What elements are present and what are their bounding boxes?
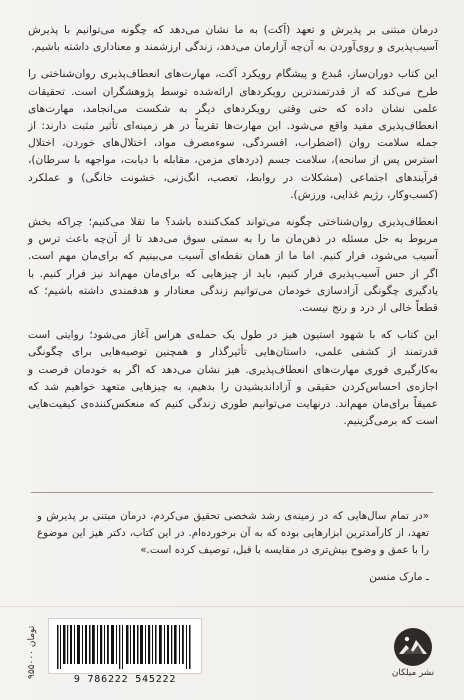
description-block — [28, 22, 438, 440]
mountain-logo-icon — [393, 627, 433, 667]
quote-text: «در تمام سال‌هایی که در زمینه‌ی رشد شخصی تحقیق می‌کردم، درمان مبتنی بر پذیرش و تعهد، از کارآمدترین ابزارهایی بوده که به آن برخورده‌ام. در این کتاب، دکتر هیز این موضوع را با عمق و وضوح بیش‌تری در مقایسه با قبل، توصیف کرده است.» — [37, 510, 429, 556]
publisher-name: نشر میلکان — [391, 668, 435, 678]
description-paragraph-1: درمان مبتنی بر پذیرش و تعهد (اَکت) به ما نشان می‌دهد که چگونه می‌توانیم با پذیرش آسیب‌پذیری و روی‌آوردن به آن‌چه آزارمان می‌دهد، زندگی ارزشمند و معناداری داشته باشیم. — [28, 24, 438, 54]
quote-divider — [31, 492, 433, 493]
description-paragraph-2: این کتاب دوران‌ساز، مُبدع و پیشگام رویکرد اَکت، مهارت‌های انعطاف‌پذیری روان‌شناختی را طرح می‌کند که از قدرتمندترین رویکردهای ارائه‌شده توسط پژوهشگران است. تحقیقات علمی نشان داده که حتی وقتی رویکردهای دیگر به شکست می‌انجامد، مهارت‌های انعطاف‌پذیری مفید واقع می‌شود. این مهارت‌ها تقریباً در هر زمینه‌ای تأثیر مثبت دارند: از جمله سلامت روان (اضطراب، افسردگی، سوءمصرف مواد، اختلال‌های خوردن، اختلال استرس پس از سانحه)، سلامت جسم (دردهای مزمن، مقابله با دیابت، مواجهه با سرطان)، فرآیندهای اجتماعی (مشکلات در روابط، تعصب، انگ‌زنی، خشونت خانگی) و عملکرد (کسب‌وکار، رژیم غذایی، ورزش). — [28, 68, 438, 201]
endorsement-quote — [37, 508, 429, 586]
barcode — [48, 618, 202, 674]
price-label: ۹۵۵۰۰۰ تومان — [27, 625, 37, 679]
barcode-area — [28, 618, 206, 688]
quote-attribution: ـ مارک منسن — [369, 571, 429, 583]
description-paragraph-4: این کتاب که با شهود استیون هیز در طول یک حمله‌ی هراس آغاز می‌شود؛ روایتی است قدرتمند از کشفی علمی، داستان‌هایی تأثیرگذار و همچنین توصیه‌هایی برای چگونگی به‌کارگیری فوری مهارت‌های انعطاف‌پذیری. هیز نشان می‌دهد که اگر به خودمان فرصت و اجازه‌ی احساس‌کردن حقیقی و آزاداندیشیدن را بدهیم، به چیزهایی متعهد خواهیم شد که عمیقاً برای‌مان مهم‌اند. درنهایت می‌توانیم طوری زندگی کنیم که منعکس‌کننده‌ی کیفیت‌هایی است که برمی‌گزینیم. — [28, 329, 438, 428]
publisher-logo — [387, 627, 439, 685]
bottom-divider — [0, 606, 464, 607]
isbn-number: 9 786222 545222 — [73, 674, 177, 685]
description-paragraph-3: انعطاف‌پذیری روان‌شناختی چگونه می‌تواند کمک‌کننده باشد؟ ما تقلا می‌کنیم؛ چراکه بخش مربوط به حل مسئله در ذهن‌مان ما را به سمتی سوق می‌دهد تا از آن‌چه باعث ترس و آسیب می‌شود، فرار کنیم. اما ما از همان نقطه‌ای آسیب می‌بینیم که برای‌مان مهم است. اگر از حس آسیب‌پذیری فرار کنیم، باید از چیزهایی که برای‌مان مهم‌اند نیز فرار کنیم. با یادگیری چگونگی آزادسازی خودمان می‌توانیم زندگی معنادار و هدفمندی داشته باشیم؛ که قطعاً خالی از درد و رنج نیست. — [28, 216, 438, 315]
barcode-icon — [49, 619, 202, 674]
